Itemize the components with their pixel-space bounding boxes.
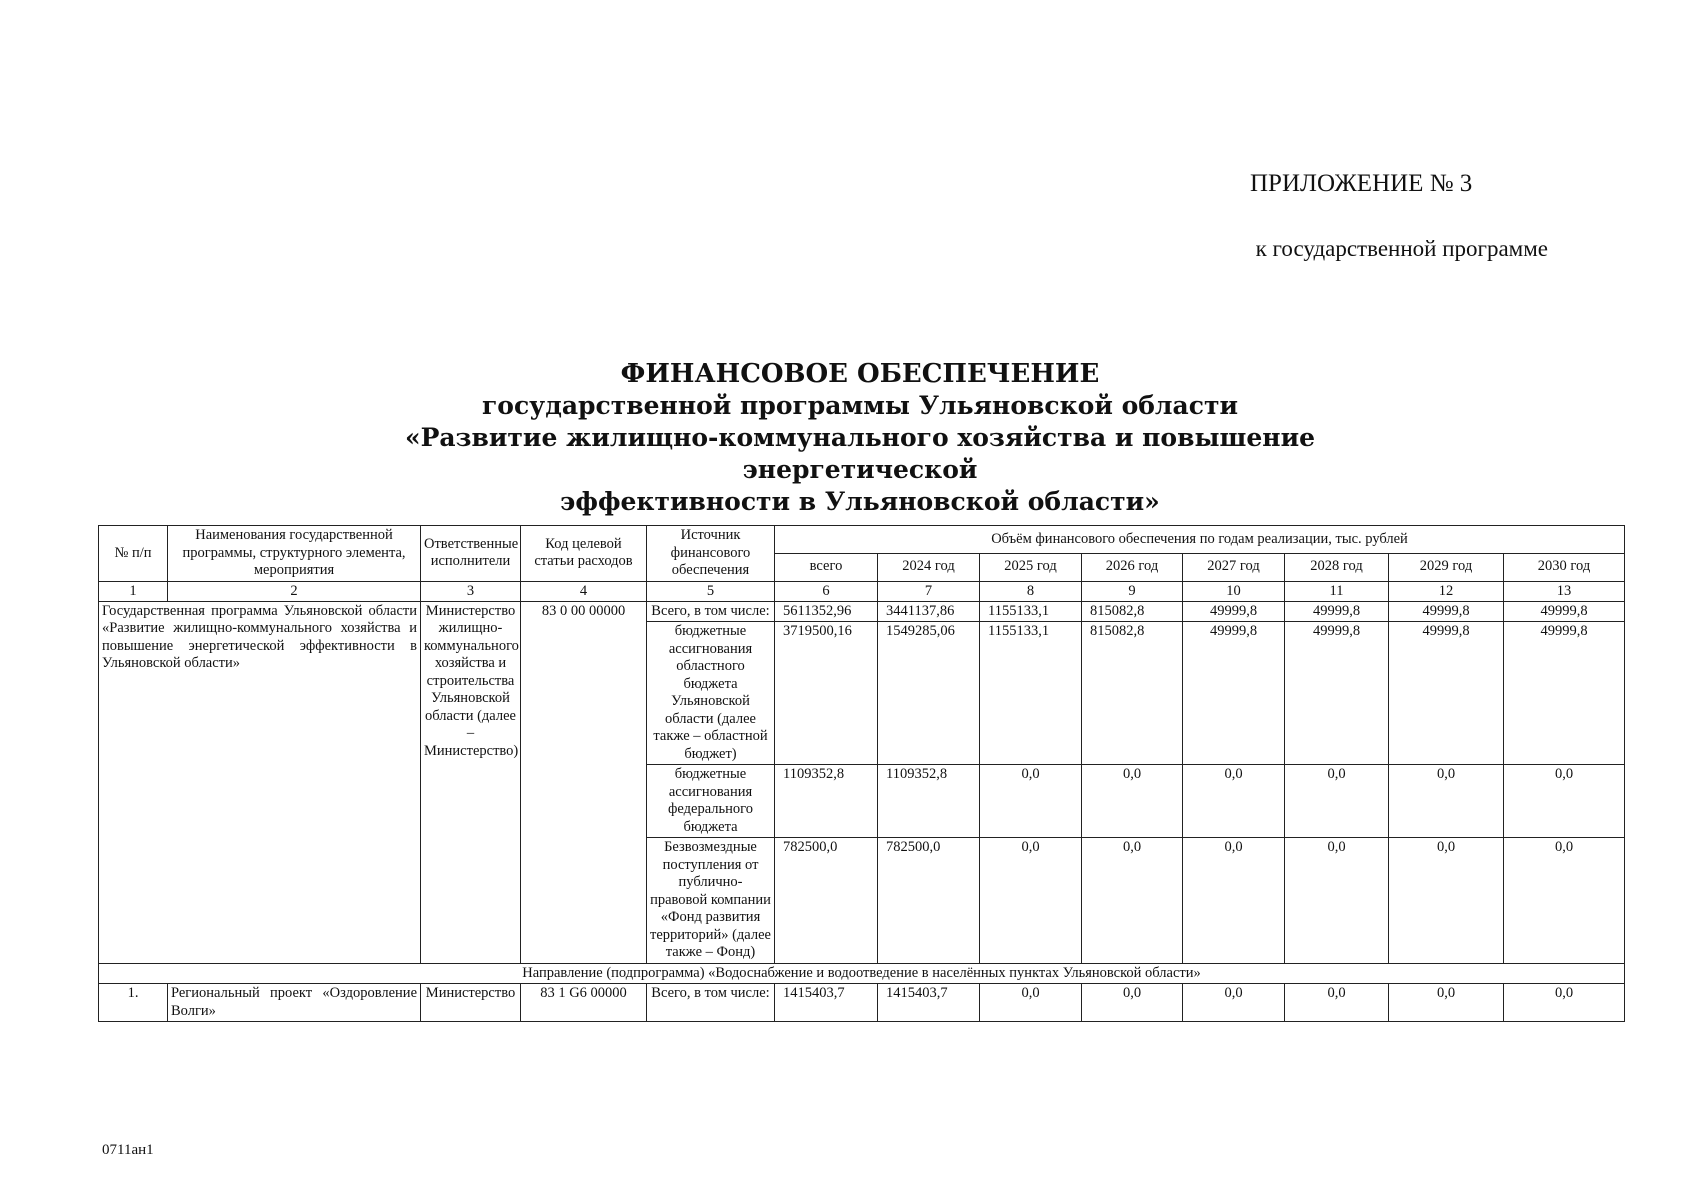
appendix-heading: ПРИЛОЖЕНИЕ № 3 (1250, 170, 1473, 197)
title-line-2: государственной программы Ульяновской области (481, 391, 1239, 420)
value-cell: 0,0 (1082, 838, 1183, 964)
value-cell: 0,0 (1504, 838, 1625, 964)
program-name: Государственная программа Ульяновской области «Развитие жилищно-коммунального хозяйства и повышение энергетической эффективности в Ульяновской области» (99, 601, 421, 963)
value-cell: 815082,8 (1082, 601, 1183, 622)
value-cell: 0,0 (980, 765, 1082, 838)
table-row (99, 984, 1625, 1022)
value-cell: 1415403,7 (878, 984, 980, 1022)
title-line-3: «Развитие жилищно-коммунального хозяйства и повышение энергетической (404, 423, 1316, 484)
value-cell: 1155133,1 (980, 601, 1082, 622)
title-line-1: ФИНАНСОВОЕ ОБЕСПЕЧЕНИЕ (620, 359, 1100, 389)
header-year: 2027 год (1183, 553, 1285, 581)
section-title: Направление (подпрограмма) «Водоснабжение и водоотведение в населённых пунктах Ульяновской области» (99, 963, 1625, 984)
project-name: Региональный проект «Оздоровление Волги» (168, 984, 421, 1022)
program-code: 83 0 00 00000 (521, 601, 647, 963)
section-row (99, 963, 1625, 984)
value-cell: 0,0 (980, 838, 1082, 964)
project-executor: Министерство (421, 984, 521, 1022)
header-year: 2030 год (1504, 553, 1625, 581)
header-year: 2029 год (1389, 553, 1504, 581)
value-cell: 815082,8 (1082, 622, 1183, 765)
header-volume: Объём финансового обеспечения по годам реализации, тыс. рублей (775, 526, 1625, 554)
document-code: 0711ан1 (102, 1142, 154, 1158)
column-numbers-row (99, 581, 1625, 601)
column-number: 13 (1504, 581, 1625, 601)
value-cell: 782500,0 (878, 838, 980, 964)
column-number: 3 (421, 581, 521, 601)
column-number: 10 (1183, 581, 1285, 601)
value-cell: 1109352,8 (878, 765, 980, 838)
source-cell: Всего, в том числе: (647, 601, 775, 622)
column-number: 8 (980, 581, 1082, 601)
value-cell: 0,0 (1504, 765, 1625, 838)
value-cell: 0,0 (1183, 765, 1285, 838)
header-name: Наименования государственной программы, структурного элемента, мероприятия (168, 526, 421, 582)
source-cell: Безвозмездные поступления от публично-правовой компании «Фонд развития территорий» (далее также – Фонд) (647, 838, 775, 964)
column-number: 2 (168, 581, 421, 601)
value-cell: 49999,8 (1183, 601, 1285, 622)
value-cell: 0,0 (1285, 765, 1389, 838)
header-year: 2025 год (980, 553, 1082, 581)
table-row (99, 601, 1625, 622)
value-cell: 782500,0 (775, 838, 878, 964)
document-title (300, 358, 1420, 518)
value-cell: 1415403,7 (775, 984, 878, 1022)
column-number: 11 (1285, 581, 1389, 601)
value-cell: 49999,8 (1504, 601, 1625, 622)
column-number: 12 (1389, 581, 1504, 601)
column-number: 5 (647, 581, 775, 601)
value-cell: 0,0 (1082, 984, 1183, 1022)
value-cell: 49999,8 (1285, 622, 1389, 765)
value-cell: 49999,8 (1504, 622, 1625, 765)
value-cell: 1155133,1 (980, 622, 1082, 765)
value-cell: 0,0 (1389, 838, 1504, 964)
project-code: 83 1 G6 00000 (521, 984, 647, 1022)
value-cell: 0,0 (980, 984, 1082, 1022)
source-cell: бюджетные ассигнования областного бюджета Ульяновской области (далее также – областной бюджет) (647, 622, 775, 765)
header-total: всего (775, 553, 878, 581)
value-cell: 0,0 (1504, 984, 1625, 1022)
value-cell: 0,0 (1389, 765, 1504, 838)
value-cell: 0,0 (1285, 984, 1389, 1022)
header-source: Источник финансового обеспечения (647, 526, 775, 582)
column-number: 9 (1082, 581, 1183, 601)
value-cell: 49999,8 (1389, 622, 1504, 765)
column-number: 6 (775, 581, 878, 601)
appendix-subheading: к государственной программе (1255, 236, 1548, 261)
value-cell: 49999,8 (1183, 622, 1285, 765)
value-cell: 1549285,06 (878, 622, 980, 765)
value-cell: 0,0 (1389, 984, 1504, 1022)
source-cell: Всего, в том числе: (647, 984, 775, 1022)
header-year: 2026 год (1082, 553, 1183, 581)
title-line-4: эффективности в Ульяновской области» (560, 487, 1160, 516)
column-number: 1 (99, 581, 168, 601)
header-num: № п/п (99, 526, 168, 582)
value-cell: 0,0 (1183, 984, 1285, 1022)
value-cell: 0,0 (1285, 838, 1389, 964)
column-number: 4 (521, 581, 647, 601)
header-year: 2024 год (878, 553, 980, 581)
value-cell: 3719500,16 (775, 622, 878, 765)
program-executor: Министерство жилищно-коммунального хозяйства и строительства Ульяновской области (далее – Министерство) (421, 601, 521, 963)
value-cell: 0,0 (1082, 765, 1183, 838)
value-cell: 1109352,8 (775, 765, 878, 838)
source-cell: бюджетные ассигнования федерального бюджета (647, 765, 775, 838)
value-cell: 3441137,86 (878, 601, 980, 622)
value-cell: 0,0 (1183, 838, 1285, 964)
table-header-row-1 (99, 526, 1625, 554)
financing-table (98, 525, 1625, 1022)
column-number: 7 (878, 581, 980, 601)
header-year: 2028 год (1285, 553, 1389, 581)
value-cell: 49999,8 (1389, 601, 1504, 622)
value-cell: 5611352,96 (775, 601, 878, 622)
value-cell: 49999,8 (1285, 601, 1389, 622)
row-number: 1. (99, 984, 168, 1022)
header-executors: Ответственные исполнители (421, 526, 521, 582)
header-code: Код целевой статьи расходов (521, 526, 647, 582)
